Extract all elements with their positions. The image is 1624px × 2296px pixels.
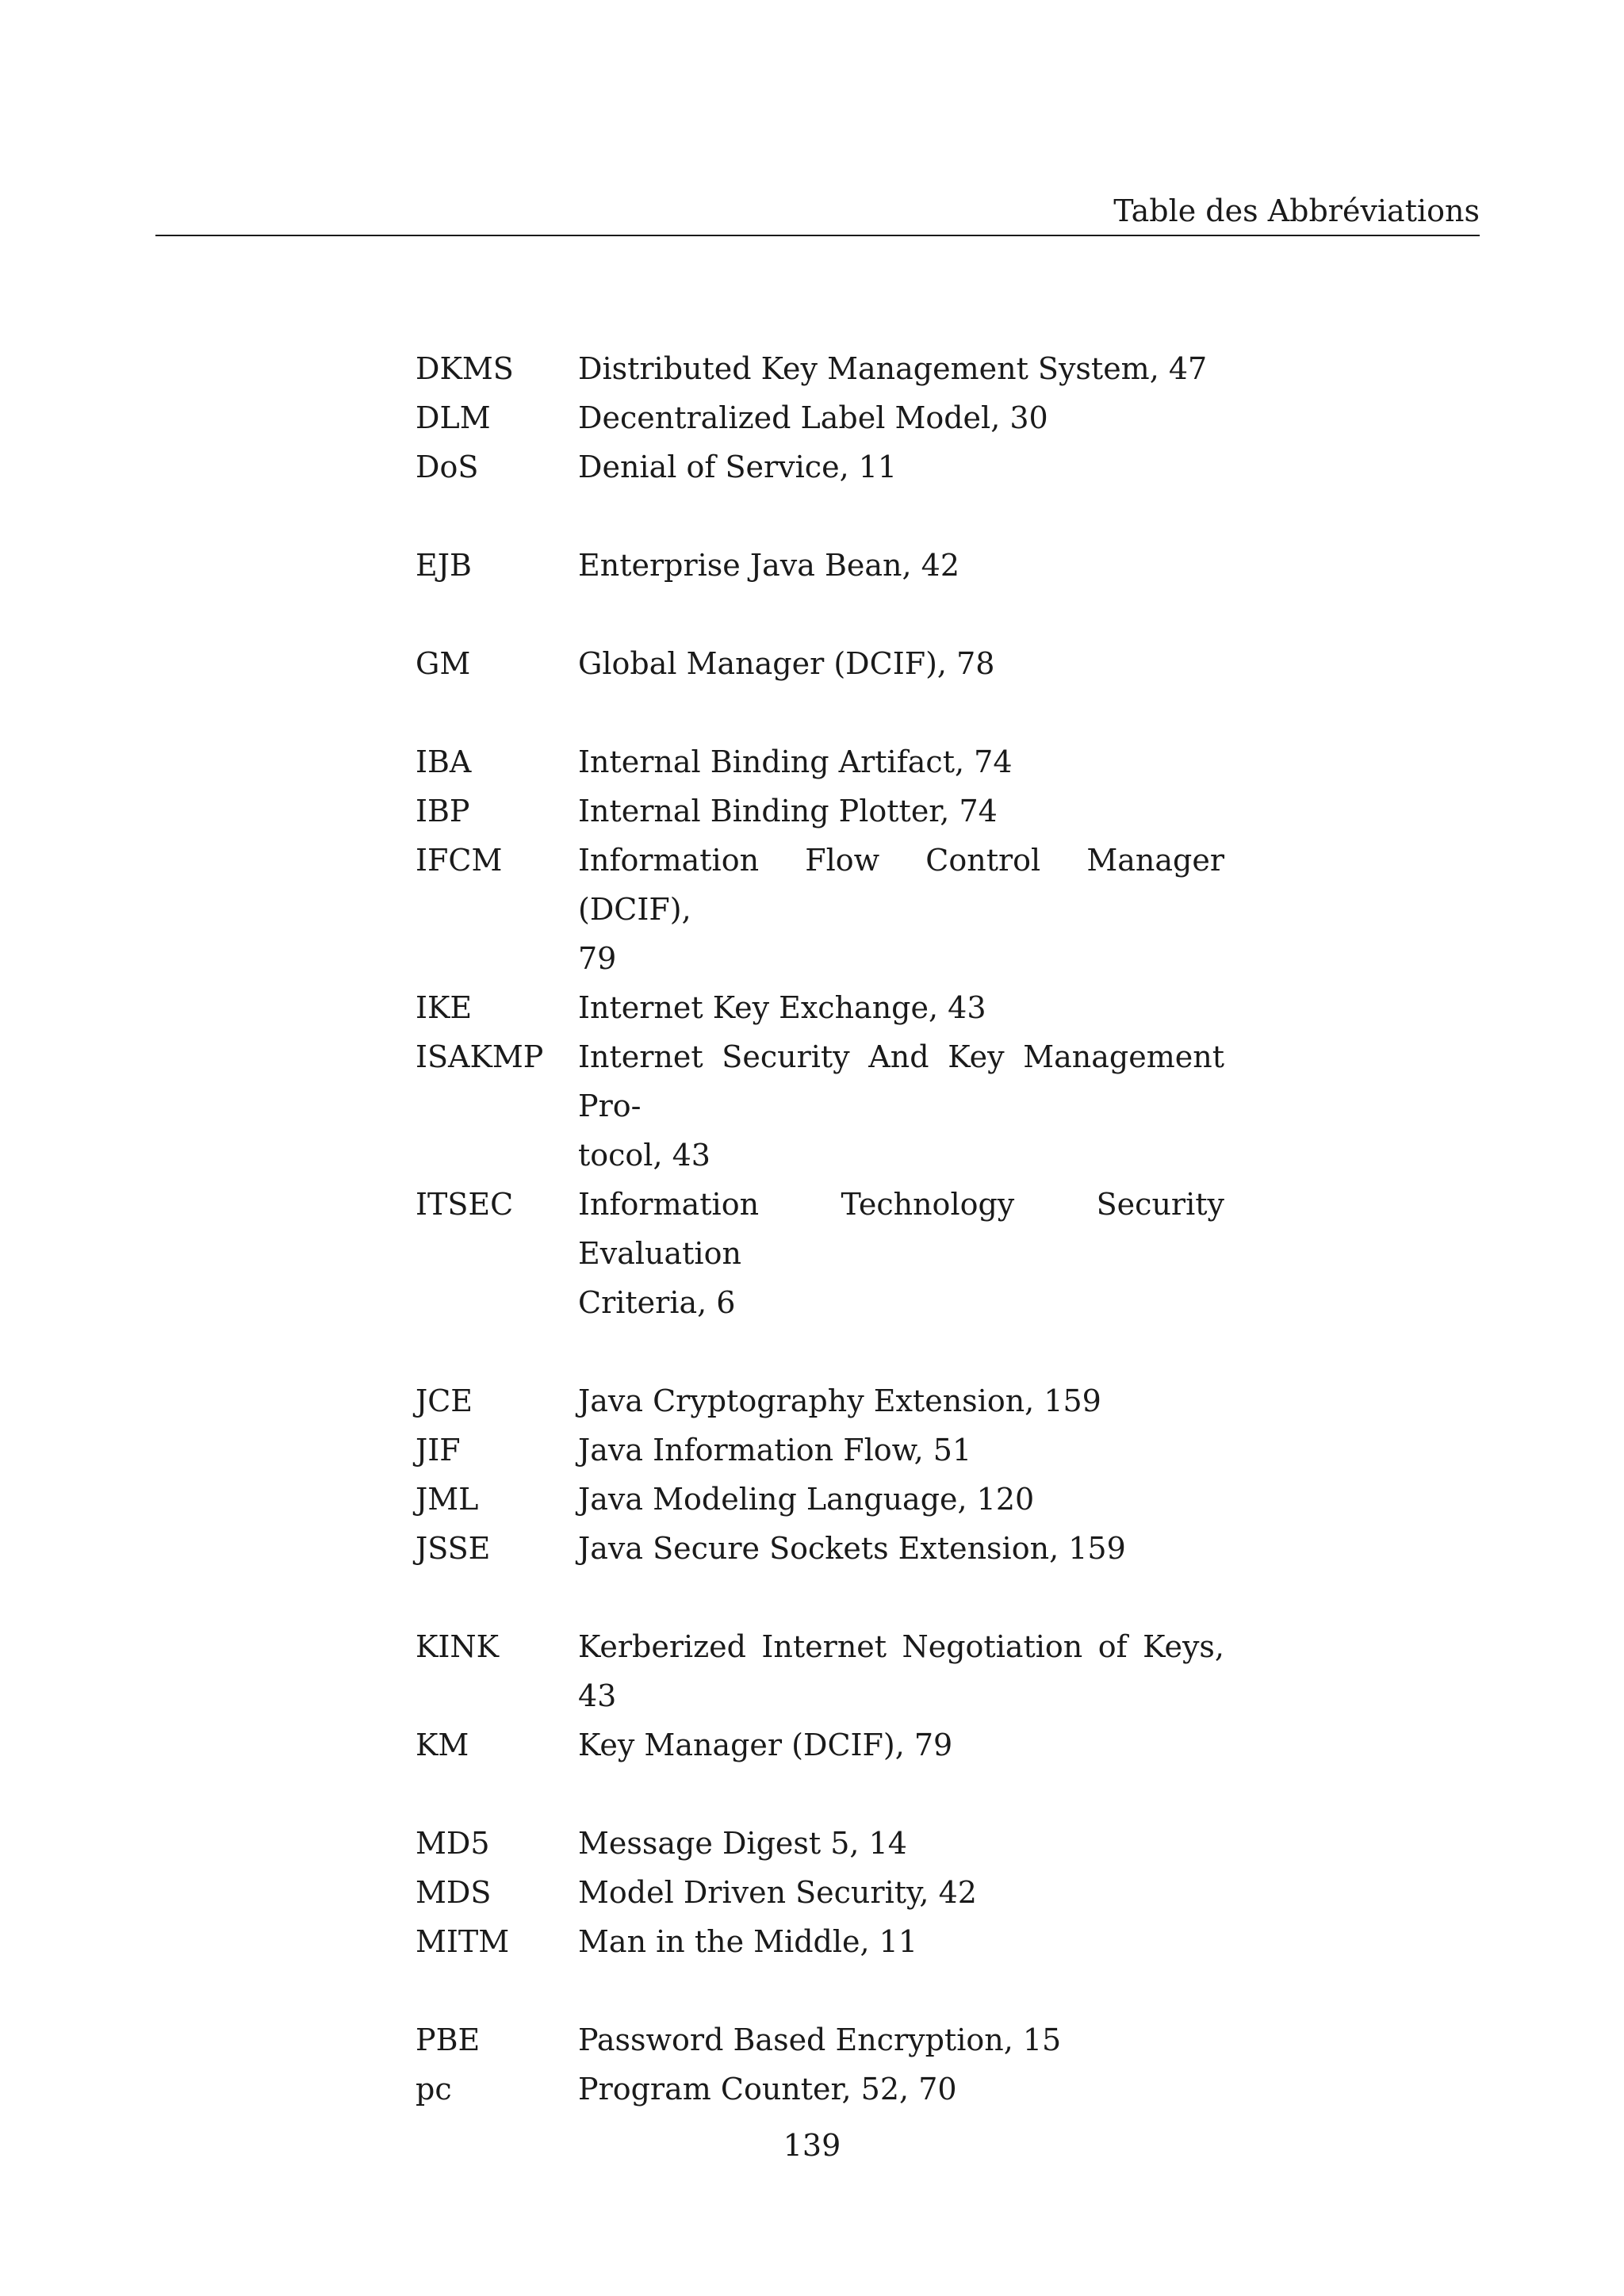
definition-line: Java Information Flow, 51 (578, 1433, 972, 1468)
abbreviation-term: IKE (416, 990, 473, 1025)
abbreviation-entry (416, 1475, 1224, 1524)
header-rule (155, 235, 1480, 236)
abbreviation-entry (416, 983, 1224, 1032)
abbreviation-entry (416, 442, 1224, 492)
definition-line: Java Modeling Language, 120 (578, 1482, 1035, 1517)
abbreviation-term: EJB (416, 548, 472, 583)
abbreviation-entry (416, 836, 1224, 983)
abbreviation-definition (578, 1524, 1224, 1573)
abbreviation-term: DoS (416, 450, 479, 484)
abbreviation-definition (578, 1425, 1224, 1475)
abbreviation-term: ITSEC (416, 1187, 514, 1222)
abbreviation-term: JIF (416, 1433, 461, 1468)
abbreviation-group (416, 1376, 1224, 1573)
abbreviation-group (416, 1622, 1224, 1770)
abbreviation-entry (416, 344, 1224, 393)
abbreviation-entry (416, 1720, 1224, 1770)
abbreviation-definition (578, 639, 1224, 688)
abbreviation-entry (416, 1180, 1224, 1327)
definition-line: Man in the Middle, 11 (578, 1924, 918, 1959)
definition-line: Internal Binding Artifact, 74 (578, 744, 1013, 779)
definition-line: Criteria, 6 (578, 1285, 736, 1320)
abbreviation-term: IBP (416, 794, 470, 828)
abbreviation-definition (578, 1475, 1224, 1524)
abbreviation-list (416, 344, 1224, 2163)
abbreviation-definition (578, 1868, 1224, 1917)
definition-line: Distributed Key Management System, 47 (578, 351, 1208, 386)
abbreviation-entry (416, 639, 1224, 688)
definition-line: Global Manager (DCIF), 78 (578, 646, 995, 681)
abbreviation-definition (578, 786, 1224, 836)
definition-line: Kerberized Internet Negotiation of Keys, 43 (578, 1629, 1224, 1713)
definition-line: Decentralized Label Model, 30 (578, 400, 1048, 435)
definition-line: Internet Key Exchange, 43 (578, 990, 986, 1025)
abbreviation-term: IFCM (416, 843, 503, 878)
abbreviation-definition (578, 1917, 1224, 1966)
definition-line: Java Cryptography Extension, 159 (578, 1383, 1101, 1418)
abbreviation-term: GM (416, 646, 471, 681)
abbreviation-definition (578, 541, 1224, 590)
abbreviation-definition (578, 737, 1224, 786)
abbreviation-term: JSSE (416, 1531, 491, 1566)
abbreviation-entry (416, 1819, 1224, 1868)
abbreviation-definition (578, 442, 1224, 492)
abbreviation-term: MDS (416, 1875, 492, 1910)
abbreviation-entry (416, 737, 1224, 786)
abbreviation-term: DKMS (416, 351, 514, 386)
definition-line: Key Manager (DCIF), 79 (578, 1728, 953, 1762)
abbreviation-term: DLM (416, 400, 491, 435)
definition-line: Program Counter, 52, 70 (578, 2072, 957, 2107)
abbreviation-term: JCE (416, 1383, 473, 1418)
abbreviation-term: MD5 (416, 1826, 490, 1861)
page-number: 139 (783, 2128, 841, 2163)
abbreviation-term: PBE (416, 2022, 481, 2057)
abbreviation-definition (578, 1720, 1224, 1770)
abbreviation-entry (416, 541, 1224, 590)
definition-line: Model Driven Security, 42 (578, 1875, 977, 1910)
abbreviation-entry (416, 2015, 1224, 2064)
abbreviation-term: KINK (416, 1629, 500, 1664)
abbreviation-term: ISAKMP (416, 1039, 544, 1074)
abbreviation-definition (578, 1622, 1224, 1720)
abbreviation-definition (578, 2064, 1224, 2114)
abbreviation-group (416, 737, 1224, 1327)
definition-line: Denial of Service, 11 (578, 450, 898, 484)
abbreviation-definition (578, 983, 1224, 1032)
definition-line: tocol, 43 (578, 1138, 710, 1173)
abbreviation-definition (578, 1032, 1224, 1180)
definition-line: Password Based Encryption, 15 (578, 2022, 1062, 2057)
definition-line: Message Digest 5, 14 (578, 1826, 907, 1861)
abbreviation-definition (578, 1819, 1224, 1868)
abbreviation-entry (416, 1622, 1224, 1720)
abbreviation-group (416, 1819, 1224, 1966)
abbreviation-definition (578, 344, 1224, 393)
abbreviation-definition (578, 836, 1224, 983)
abbreviation-definition (578, 1376, 1224, 1425)
definition-line: Java Secure Sockets Extension, 159 (578, 1531, 1126, 1566)
definition-line: Internet Security And Key Management Pro- (578, 1039, 1224, 1123)
abbreviation-entry (416, 1868, 1224, 1917)
abbreviation-term: JML (416, 1482, 479, 1517)
definition-line: Information Flow Control Manager (DCIF), (578, 843, 1224, 927)
abbreviation-definition (578, 393, 1224, 442)
abbreviation-term: MITM (416, 1924, 510, 1959)
abbreviation-entry (416, 1425, 1224, 1475)
abbreviation-entry (416, 1524, 1224, 1573)
abbreviation-entry (416, 786, 1224, 836)
abbreviation-term: pc (416, 2072, 452, 2107)
definition-line: Enterprise Java Bean, 42 (578, 548, 959, 583)
abbreviation-definition (578, 2015, 1224, 2064)
abbreviation-term: IBA (416, 744, 472, 779)
abbreviation-entry (416, 1917, 1224, 1966)
definition-line: Information Technology Security Evaluation (578, 1187, 1224, 1271)
abbreviation-entry (416, 2064, 1224, 2114)
definition-line: 79 (578, 941, 617, 976)
running-header (155, 187, 1480, 235)
abbreviation-term: KM (416, 1728, 469, 1762)
abbreviation-group (416, 2015, 1224, 2114)
abbreviation-entry (416, 393, 1224, 442)
definition-line: Internal Binding Plotter, 74 (578, 794, 998, 828)
abbreviation-group (416, 541, 1224, 590)
abbreviation-group (416, 344, 1224, 492)
abbreviation-group (416, 639, 1224, 688)
abbreviation-entry (416, 1376, 1224, 1425)
abbreviation-definition (578, 1180, 1224, 1327)
abbreviation-entry (416, 1032, 1224, 1180)
running-header-title: Table des Abbréviations (1113, 193, 1480, 228)
